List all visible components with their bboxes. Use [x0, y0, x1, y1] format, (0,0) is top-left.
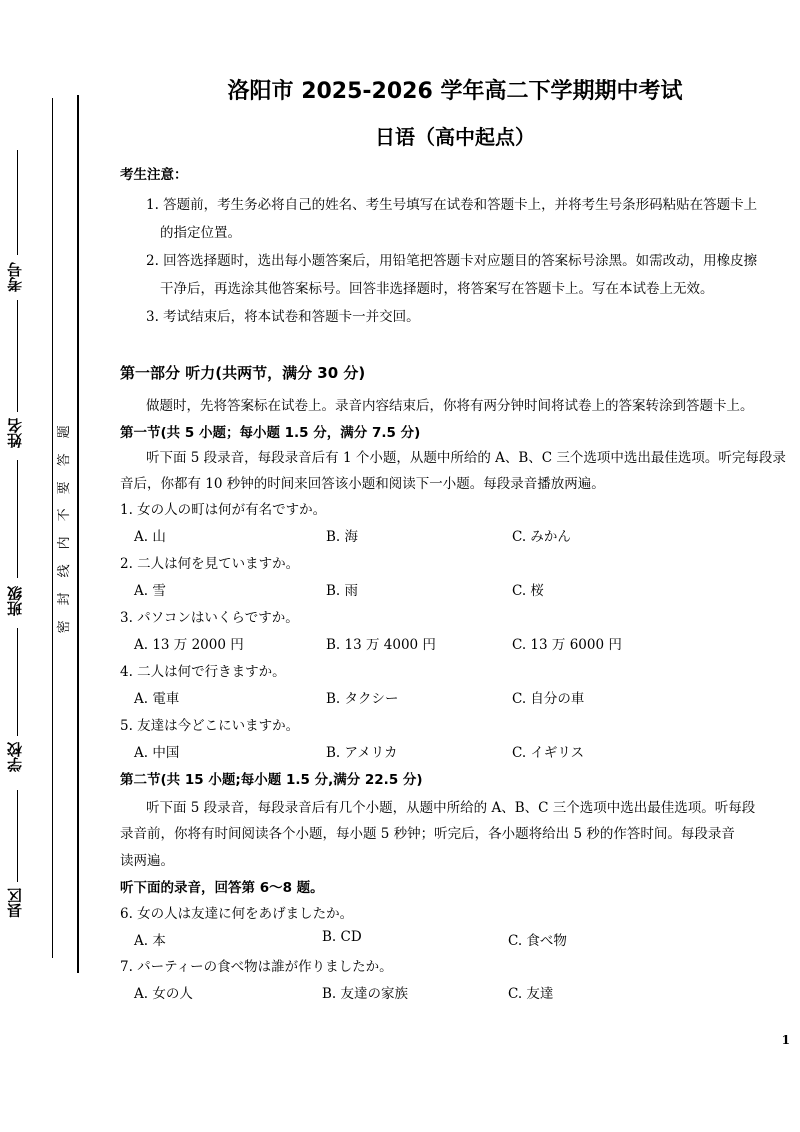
option-b[interactable]: B. アメリカ: [326, 745, 398, 761]
option-b[interactable]: B. 雨: [326, 583, 359, 599]
exam-subtitle: 日语（高中起点）: [375, 125, 535, 149]
section2-subheading: 听下面的录音，回答第 6～8 题。: [120, 880, 324, 896]
option-c[interactable]: C. 食べ物: [508, 933, 567, 949]
seal-char: 内: [57, 536, 73, 550]
section1-intro-line: 音后，你都有 10 秒钟的时间来回答该小题和阅读下一小题。每段录音播放两遍。: [120, 476, 605, 492]
exam-no-blank[interactable]: [17, 150, 18, 255]
side-label-name: 姓名: [6, 418, 24, 448]
option-b[interactable]: B. 13 万 4000 円: [326, 637, 436, 653]
option-c[interactable]: C. 友達: [508, 986, 554, 1002]
question: 5. 友達は今どこにいますか。: [120, 718, 300, 734]
option-a[interactable]: A. 山: [134, 529, 166, 545]
question: 1. 女の人の町は何が有名ですか。: [120, 502, 327, 518]
part1-intro: 做题时，先将答案标在试卷上。录音内容结束后，你将有两分钟时间将试卷上的答案转涂到答题卡上。: [146, 398, 754, 414]
question: 7. パーティーの食べ物は誰が作りましたか。: [120, 959, 393, 975]
section2-intro-line: 读两遍。: [120, 853, 174, 869]
section1-intro-line: 听下面 5 段录音，每段录音后有 1 个小题，从题中所给的 A、B、C 三个选项中选出最佳选项。听完每段录: [146, 450, 786, 466]
option-a[interactable]: A. 本: [134, 933, 166, 949]
page-number: 1: [781, 1033, 790, 1047]
name-blank[interactable]: [17, 300, 18, 412]
question: 3. パソコンはいくらですか。: [120, 610, 299, 626]
seal-line-warning: [55, 418, 75, 640]
section2-intro-line: 录音前，你将有时间阅读各个小题，每小题 5 秒钟；听完后，各小题将给出 5 秒的作答时间。每段录音: [120, 826, 735, 842]
seal-char: 不: [57, 508, 73, 522]
option-b[interactable]: B. 友達の家族: [322, 986, 409, 1002]
option-a[interactable]: A. 13 万 2000 円: [134, 637, 244, 653]
option-b[interactable]: B. 海: [326, 529, 359, 545]
side-label-exam-no: 考号: [6, 262, 24, 292]
option-c[interactable]: C. 13 万 6000 円: [512, 637, 622, 653]
section2-heading: 第二节(共 15 小题;每小题 1.5 分,满分 22.5 分): [120, 772, 423, 788]
section2-intro-line: 听下面 5 段录音，每段录音后有几个小题，从题中所给的 A、B、C 三个选项中选出最佳选项。听每段: [146, 800, 756, 816]
seal-char: 封: [57, 592, 73, 606]
option-c[interactable]: C. 桜: [512, 583, 544, 599]
side-label-school: 学校: [6, 742, 24, 772]
seal-char: 答: [57, 453, 73, 467]
class-blank[interactable]: [17, 460, 18, 578]
option-a[interactable]: A. 電車: [134, 691, 180, 707]
option-b[interactable]: B. CD: [322, 929, 362, 945]
option-a[interactable]: A. 雪: [134, 583, 166, 599]
side-label-class: 班级: [6, 586, 24, 616]
notice-line: 2. 回答选择题时，选出每小题答案后，用铅笔把答题卡对应题目的答案标号涂黑。如需改动，用橡皮擦: [146, 253, 758, 269]
side-label-district: 县区: [6, 888, 24, 918]
seal-char: 密: [57, 619, 73, 633]
part1-heading: 第一部分 听力(共两节，满分 30 分): [120, 364, 366, 382]
option-b[interactable]: B. タクシー: [326, 691, 399, 707]
notice-line: 1. 答题前，考生务必将自己的姓名、考生号填写在试卷和答题卡上，并将考生号条形码粘贴在答题卡上: [146, 197, 758, 213]
question: 4. 二人は何で行きますか。: [120, 664, 286, 680]
notice-line: 3. 考试结束后，将本试卷和答题卡一并交回。: [146, 309, 420, 325]
notice-line: 干净后，再选涂其他答案标号。回答非选择题时，将答案写在答题卡上。写在本试卷上无效。: [160, 281, 714, 297]
notice-line: 的指定位置。: [160, 225, 241, 241]
question: 6. 女の人は友達に何をあげましたか。: [120, 906, 354, 922]
school-blank[interactable]: [17, 628, 18, 736]
district-blank[interactable]: [17, 790, 18, 882]
option-c[interactable]: C. イギリス: [512, 745, 585, 761]
notice-heading: 考生注意：: [120, 167, 188, 183]
option-c[interactable]: C. 自分の車: [512, 691, 585, 707]
binding-line-thin: [52, 98, 53, 958]
seal-char: 题: [57, 425, 73, 439]
seal-char: 线: [57, 564, 73, 578]
seal-char: 要: [57, 480, 73, 495]
exam-title: 洛阳市 2025-2026 学年高二下学期期中考试: [227, 79, 683, 104]
question: 2. 二人は何を見ていますか。: [120, 556, 300, 572]
option-c[interactable]: C. みかん: [512, 529, 571, 545]
option-a[interactable]: A. 中国: [134, 745, 180, 761]
section1-heading: 第一节(共 5 小题；每小题 1.5 分，满分 7.5 分): [120, 425, 421, 441]
option-a[interactable]: A. 女の人: [134, 986, 193, 1002]
